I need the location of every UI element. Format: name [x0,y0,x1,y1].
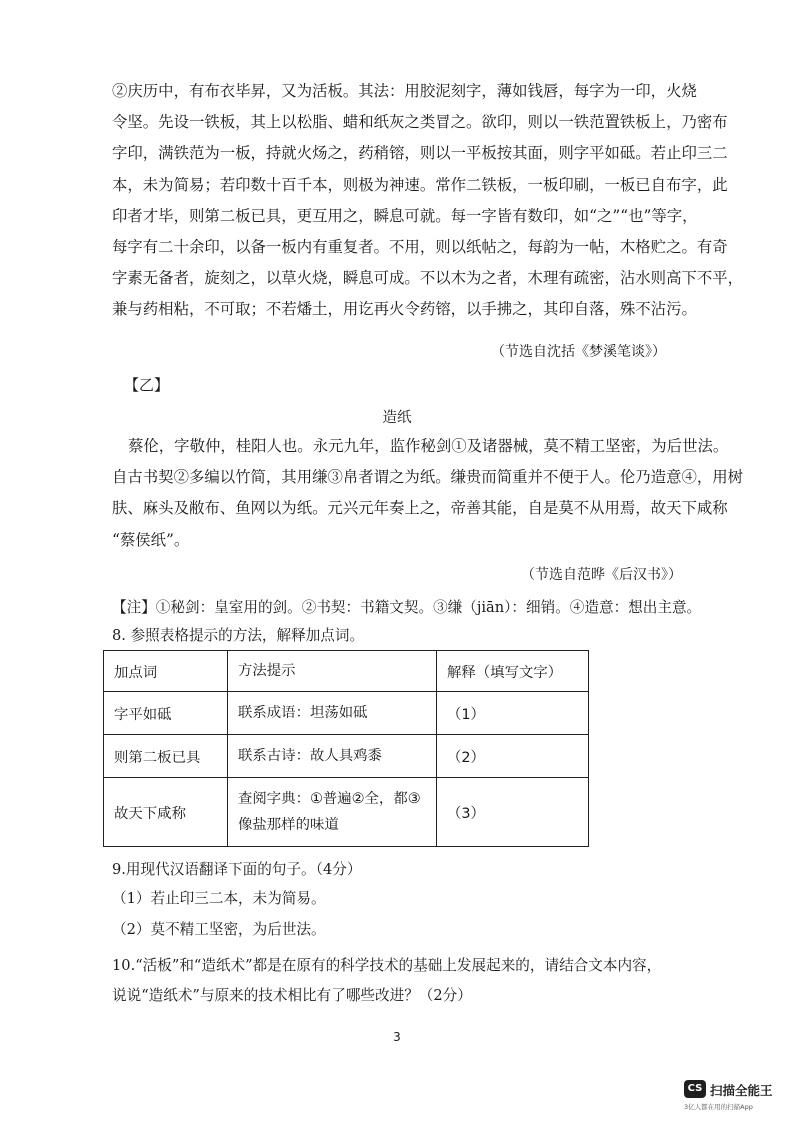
passage-jia [112,76,744,326]
watermark-tagline: 3亿人都在用的扫描App [684,1103,753,1111]
question-8-table [103,650,589,847]
table-row [104,692,589,735]
question-10-line: 说说“造纸术”与原来的技术相比有了哪些改进？（2分） [112,987,472,1004]
passage-yi-line: “蔡侯纸”。 [112,530,190,549]
passage-yi [112,431,744,556]
question-10-line: 10.“活板”和“造纸术”都是在原有的科学技术的基础上发展起来的，请结合文本内容， [112,957,662,974]
passage-jia-line: 令坚。先设一铁板，其上以松脂、蜡和纸灰之类冒之。欲印，则以一铁范置铁板上，乃密布 [112,113,728,132]
watermark-name: 扫描全能王 [710,1083,773,1098]
passage-jia-line: ②庆历中，有布衣毕昇，又为活板。其法：用胶泥刻字，薄如钱唇，每字为一印，火烧 [112,82,697,100]
word-cell: 字平如砥 [104,692,228,735]
passage-yi-title: 造纸 [382,410,412,426]
question-9-prompt: 9.用现代汉语翻译下面的句子。（4分） [112,861,362,878]
table-header-cell: 方法提示 [228,651,437,692]
passage-jia-line: 本，未为简易；若印数十百千本，则极为神速。常作二铁板，一板印刷，一板已自布字，此 [112,175,728,194]
table-header-row [104,651,589,692]
passage-yi-label: 【乙】 [124,376,170,394]
hint-cell: 联系成语：坦荡如砥 [228,692,437,735]
table-row [104,778,589,847]
question-9-item: （1）若止印三二本，未为简易。 [112,890,326,907]
passage-jia-line: 字素无备者，旋刻之，以草火烧，瞬息可成。不以木为之者，木理有疏密，沾水则高下不平， [112,269,744,288]
hint-cell: 联系古诗：故人具鸡黍 [228,735,437,778]
passage-yi-line: 蔡伦，字敬仲，桂阳人也。永元九年，监作秘剑①及诸器械，莫不精工坚密，为后世法。 [128,437,729,455]
word-cell: 则第二板已具 [104,735,228,778]
answer-cell[interactable]: （3） [437,778,589,847]
table-header-cell: 解释（填写文字） [437,651,589,692]
question-9-item: （2）莫不精工坚密，为后世法。 [112,921,326,938]
passage-yi-line: 自古书契②多编以竹简，其用缣③帛者谓之为纸。缣贵而简重并不便于人。伦乃造意④，用树 [112,468,744,487]
table-row [104,735,589,778]
passage-yi-line: 肤、麻头及敝布、鱼网以为纸。元兴元年奏上之，帝善其能，自是莫不从用焉，故天下咸称 [112,499,728,518]
passage-jia-source: （节选自沈括《梦溪笔谈》） [491,344,666,360]
hint-cell: 查阅字典：①普遍②全，都③像盐那样的味道 [228,778,437,847]
question-8-prompt: 8. 参照表格提示的方法，解释加点词。 [112,627,365,644]
word-cell: 故天下咸称 [104,778,228,847]
passage-yi-source: （节选自范晔《后汉书》） [521,567,682,583]
answer-cell[interactable]: （1） [437,692,589,735]
passage-jia-line: 每字有二十余印，以备一板内有重复者。不用，则以纸帖之，每韵为一帖，木格贮之。有奇 [112,238,728,257]
camscanner-logo-icon: CS [684,1080,706,1098]
passage-jia-line: 兼与药相粘，不可取；不若燔土，用讫再火令药镕，以手拂之，其印自落，殊不沾污。 [112,300,697,319]
passage-jia-line: 印者才毕，则第二板已具，更互用之，瞬息可就。每一字皆有数印，如“之”“也”等字， [112,206,698,225]
page-number: 3 [393,1030,401,1044]
footnotes: 【注】①秘剑：皇室用的剑。②书契：书籍文契。③缣（jiān）：细销。④造意：想出主意。 [112,599,702,616]
answer-cell[interactable]: （2） [437,735,589,778]
table-header-cell: 加点词 [104,651,228,692]
passage-jia-line: 字印，满铁范为一板，持就火炀之，药稍镕，则以一平板按其面，则字平如砥。若止印三二 [112,144,728,163]
